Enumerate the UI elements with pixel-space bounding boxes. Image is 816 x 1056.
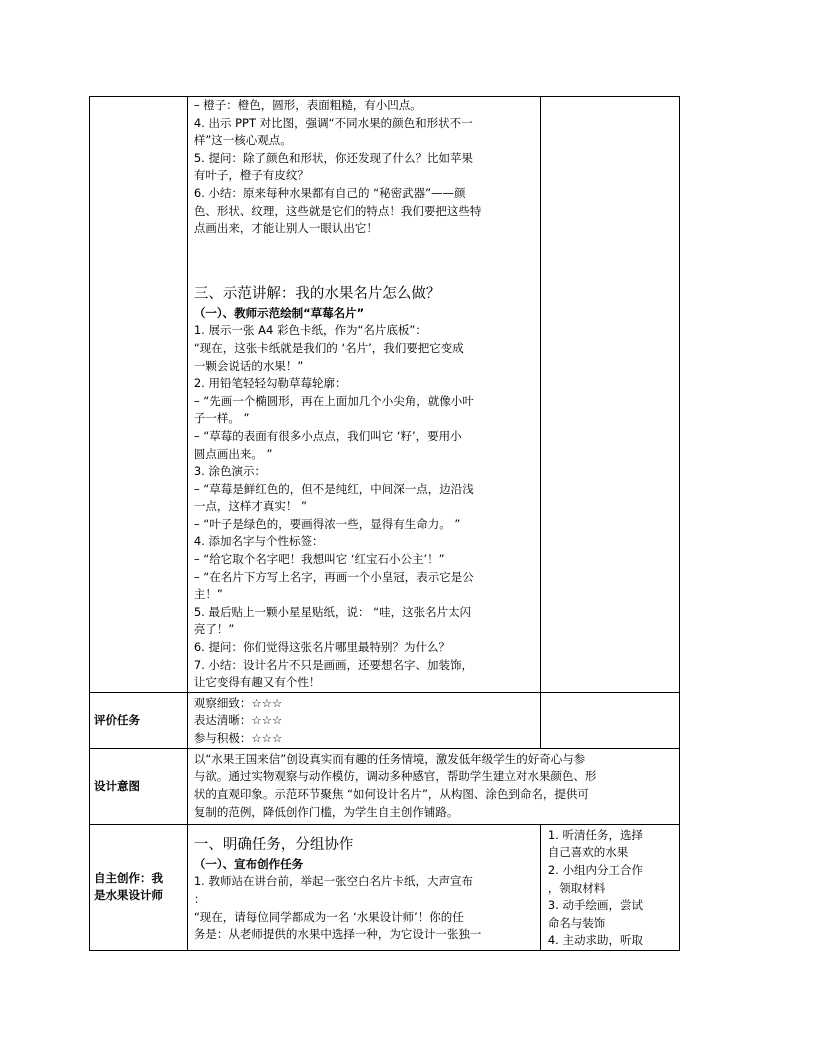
design-label: 设计意图 (94, 778, 140, 793)
text-line: 务是：从老师提供的水果中选择一种，为它设计一张独一 (193, 927, 482, 942)
text-line: 6. 小结：原来每种水果都有自己的 “秘密武器”——颜 (193, 185, 466, 200)
text-line: “现在，这张卡纸就是我们的 ‘名片’，我们要把它变成 (193, 340, 464, 355)
student-activity-cell (540, 97, 679, 693)
table-row (90, 692, 680, 748)
creation-label-line: 是水果设计师 (94, 888, 163, 903)
text-line: 一点，这样才真实！ ” (193, 499, 307, 514)
text-line: – “给它取个名字吧！我想叫它 ‘红宝石小公主’！” (193, 552, 445, 567)
creation-label-line: 自主创作：我 (94, 870, 163, 885)
text-line: 命名与装饰 (547, 915, 606, 930)
text-line: 让它变得有趣又有个性！ (193, 675, 321, 690)
text-line: 4. 主动求助，听取 (547, 933, 643, 948)
text-line: 以“水果王国来信”创设真实而有趣的任务情境，激发低年级学生的好奇心与参 (193, 751, 586, 766)
text-line: – 橙子：橙色，圆形，表面粗糙，有小凹点。 (193, 98, 422, 112)
text-line: 色、形状、纹理，这些就是它们的特点！我们要把这些特 (193, 203, 482, 218)
text-line: 3. 动手绘画，尝试 (547, 898, 643, 913)
section-heading: 一、明确任务，分组协作 (193, 836, 354, 853)
text-line: 1. 听清任务，选择 (547, 827, 643, 842)
text-line: 自己喜欢的水果 (547, 845, 629, 860)
text-line: 点画出来，才能让别人一眼认出它！ (193, 221, 378, 236)
text-line: ： (193, 892, 206, 906)
text-line: 7. 小结：设计名片不只是画画，还要想名字、加装饰， (193, 657, 473, 672)
text-line: 有叶子，橙子有皮纹？ (193, 168, 309, 183)
creation-content-cell (187, 824, 540, 950)
text-line: 子一样。 ” (193, 411, 250, 426)
evaluation-item: 参与积极：☆☆☆ (193, 731, 283, 745)
text-line: – “在名片下方写上名字，再画一个小皇冠，表示它是公 (193, 569, 474, 584)
stage-label-cell (90, 97, 188, 693)
text-line: 一颗会说话的水果！” (193, 358, 304, 373)
text-line: 4. 添加名字与个性标签： (193, 534, 324, 549)
text-line: 5. 提问：除了颜色和形状，你还发现了什么？比如苹果 (193, 150, 473, 165)
text-line: “现在，请每位同学都成为一名 ‘水果设计师’！你的任 (193, 909, 464, 924)
text-line: 1. 展示一张 A4 彩色卡纸，作为“名片底板”： (193, 323, 427, 338)
table-row (90, 824, 680, 950)
text-line: – “叶子是绿色的，要画得浓一些，显得有生命力。 ” (193, 516, 461, 531)
evaluation-content-cell (187, 692, 540, 748)
text-line: 5. 最后贴上一颗小星星贴纸，说： “哇，这张名片太闪 (193, 604, 472, 619)
evaluation-label: 评价任务 (94, 712, 140, 727)
text-line: 1. 教师站在讲台前，举起一张空白名片卡纸，大声宣布 (193, 874, 473, 889)
empty-cell (540, 692, 679, 748)
design-content-cell (187, 748, 679, 824)
text-line: 复制的范例，降低创作门槛，为学生自主创作铺路。 (193, 804, 459, 819)
text-line: – “草莓的表面有很多小点点，我们叫它 ‘籽’，要用小 (193, 428, 462, 443)
text-line: 亮了！” (193, 622, 235, 637)
text-line: 圆点画出来。 ” (193, 446, 273, 461)
text-line: – “先画一个椭圆形，再在上面加几个小尖角，就像小叶 (193, 393, 474, 408)
text-line: ，领取材料 (547, 880, 606, 895)
text-line: 3. 涂色演示： (193, 464, 266, 479)
table-row (90, 748, 680, 824)
evaluation-item: 观察细致：☆☆☆ (193, 695, 283, 710)
text-line: 4. 出示 PPT 对比图，强调“不同水果的颜色和形状不一 (193, 115, 473, 130)
sub-heading: （一）、宣布创作任务 (193, 856, 304, 871)
table-row (90, 97, 680, 693)
design-label-cell (90, 748, 188, 824)
text-line: 状的直观印象。示范环节聚焦 “如何设计名片”，从构图、涂色到命名，提供可 (193, 787, 589, 801)
section-heading: 三、示范讲解：我的水果名片怎么做？ (193, 285, 441, 302)
text-line: 样”这一核心观点。 (193, 133, 292, 148)
creation-label (90, 870, 187, 905)
evaluation-item: 表达清晰：☆☆☆ (193, 713, 283, 728)
creation-label-cell (90, 824, 188, 950)
sub-heading: （一）、教师示范绘制“草莓名片” (193, 305, 365, 320)
creation-student-cell (540, 824, 679, 950)
text-line: 2. 用铅笔轻轻勾勒草莓轮廓： (193, 376, 347, 391)
lesson-plan-table (89, 96, 680, 951)
text-line: – “草莓是鲜红色的，但不是纯红，中间深一点，边沿浅 (193, 481, 474, 496)
text-line: 6. 提问：你们觉得这张名片哪里最特别？为什么？ (193, 640, 450, 655)
text-line: 2. 小组内分工合作 (547, 863, 643, 877)
text-line: 主！” (193, 587, 223, 602)
text-line: 与欲。通过实物观察与动作模仿，调动多种感官，帮助学生建立对水果颜色、形 (193, 769, 597, 784)
evaluation-label-cell (90, 692, 188, 748)
teacher-activity-cell (187, 97, 540, 693)
